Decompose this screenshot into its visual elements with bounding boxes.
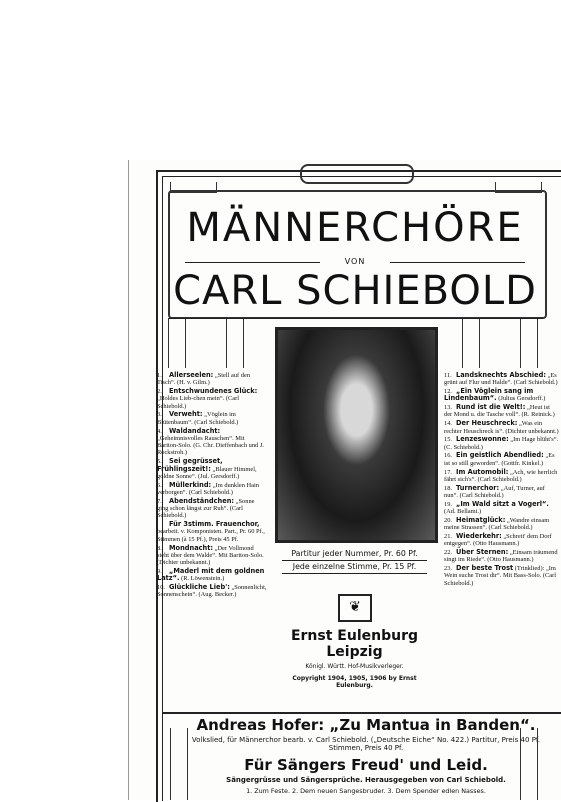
song-title: Allerseelen: <box>169 371 214 379</box>
song-item <box>157 458 267 480</box>
song-item <box>444 565 559 587</box>
advert-desc-2: Sängergrüsse und Sängersprüche. Herausgegeben von Carl Schiebold. <box>226 776 506 784</box>
song-description: „Holdes Lieb-chen mein“. (Carl Schiebold.) <box>157 395 239 410</box>
song-description: „Einsam träumend singt im Riede“. (Otto Hausmann.) <box>444 549 558 564</box>
song-title: „Im Wald sitzt a Vogerl“. <box>456 499 549 508</box>
song-item <box>444 420 559 435</box>
bottom-pillar-right <box>520 728 538 800</box>
pillar-ornament-right <box>520 318 538 368</box>
song-item <box>444 469 559 484</box>
advert-title-2: Für Sängers Freud' und Leid. <box>244 756 488 774</box>
publisher-city: Leipzig <box>326 644 383 660</box>
song-description: bearbeit. v. Komponisten. Part., Pr. 60 Pf., Stimmen (à 15 Pf.), Preis 45 Pf. <box>157 528 265 543</box>
song-number: 7. <box>157 497 162 505</box>
song-description: „Sonnenlicht, Sonnenschein“. (Aug. Becker.) <box>157 584 267 599</box>
von-label: VON <box>344 257 366 266</box>
song-description: „Es grünt auf Flur und Halde“. (Carl Schiebold.) <box>444 372 558 387</box>
song-title: Im Automobil: <box>456 467 509 476</box>
song-item <box>444 549 559 564</box>
song-description: (Julius Gersdorff.) <box>496 395 546 403</box>
song-number: 17. <box>444 468 452 476</box>
song-title: Turnerchor: <box>456 483 500 492</box>
song-title: Rund ist die Welt!: <box>456 403 526 412</box>
price-part: Jede einzelne Stimme, Pr. 15 Pf. <box>282 561 427 574</box>
song-number: 20. <box>444 516 452 524</box>
song-title: Verweht: <box>169 410 203 419</box>
song-title: „Ein Vöglein sang im Lindenbaum“. <box>444 387 534 403</box>
song-item <box>157 568 267 583</box>
song-number: 16. <box>444 452 452 460</box>
publisher-block <box>282 628 427 689</box>
song-title: Wiederkehr: <box>456 531 502 540</box>
song-title: Der Heuschreck: <box>456 419 518 428</box>
song-item <box>157 411 267 426</box>
song-title: „Maderl mit dem goldnen Latz“. <box>157 566 265 583</box>
song-description: „Im Hage blüht's“. (C. Schiebold.) <box>444 436 559 451</box>
song-item <box>444 388 559 403</box>
publisher-logo-icon: ❦ <box>338 594 372 622</box>
song-number: 19. <box>444 500 452 508</box>
song-title: Landsknechts Abschied: <box>456 371 546 379</box>
song-number: 13. <box>444 404 452 412</box>
song-number: 15. <box>444 436 452 444</box>
song-title: Entschwundenes Glück: <box>169 387 258 396</box>
price-score: Partitur jeder Nummer, Pr. 60 Pf. <box>282 548 427 561</box>
copyright-notice: Copyright 1904, 1905, 1906 by Ernst Eulenburg. <box>292 675 417 689</box>
song-item <box>444 517 559 532</box>
advert-title-1: Andreas Hofer: „Zu Mantua in Banden“. <box>196 716 536 734</box>
pillar-ornament-mid-left <box>226 318 244 368</box>
song-item <box>444 404 559 419</box>
song-description: „Was ein rechter Heuschreck is“. (Dichter unbekannt.) <box>444 420 559 435</box>
song-item <box>444 452 559 467</box>
song-title: Der beste Trost <box>456 564 514 573</box>
composer-portrait <box>275 327 438 543</box>
song-title: Sei gegrüsset, Frühlingszeit!: <box>157 457 223 473</box>
song-item <box>157 388 267 410</box>
song-number: 21. <box>444 532 452 540</box>
song-description: „Es ist so still geworden“. (Gottfr. Kinkel.) <box>444 452 555 467</box>
pillar-ornament-left <box>168 318 186 368</box>
advert-desc-1: Volkslied, für Männerchor bearb. v. Carl Schiebold. („Deutsche Eiche“ No. 422.) Partitur, Preis 40 Pf. Stimmen, Preis 40 Pf. <box>191 736 541 752</box>
pillar-ornament-mid-right <box>462 318 480 368</box>
song-item <box>157 584 267 599</box>
advert-contents: 1. Zum Feste. 2. Dem neuen Sangesbruder. 3. Dem Spender edlen Nasses. <box>246 787 486 795</box>
song-item <box>444 485 559 500</box>
song-description: „Sonne ging schon längst zur Ruh“. (Carl Schiebold.) <box>157 497 255 520</box>
song-description: „Ach, wie herrlich fährt sich's“. (Carl Schiebold.) <box>444 468 558 483</box>
song-item <box>157 545 267 567</box>
song-description: (Ad. Bellami.) <box>444 508 482 516</box>
song-title: Abendständchen: <box>169 496 235 505</box>
song-item <box>444 533 559 548</box>
song-number: 1. <box>157 372 162 379</box>
song-description: „Im dunklen Hain verborgen“. (Carl Schiebold.) <box>157 481 259 496</box>
price-box <box>282 548 427 574</box>
song-item <box>157 482 267 497</box>
song-description: „Geheimnisvolles Rauschen“. Mit Bariton-Solo. (G. Chr. Dieffenbach und J. Rockstroh.) <box>157 434 264 457</box>
title-box <box>168 190 547 319</box>
publisher-name: Ernst Eulenburg <box>290 628 419 644</box>
song-description: „Heut ist der Mond u. die Tasche voll“. (R. Reinick.) <box>444 404 555 419</box>
song-number: 4. <box>157 427 162 435</box>
song-description: (R. Löwenstein.) <box>179 575 225 583</box>
song-title: Mondnacht: <box>169 543 214 552</box>
composer-name: CARL SCHIEBOLD <box>173 268 537 314</box>
page-title: MÄNNERCHÖRE <box>186 205 524 251</box>
top-ornament <box>300 164 414 184</box>
publisher-title: Königl. Württ. Hof-Musikverleger. <box>305 663 404 670</box>
song-title: Heimatglück: <box>456 515 506 524</box>
song-number: 10. <box>157 584 165 592</box>
song-number: 14. <box>444 420 452 428</box>
song-description: „Schreit' dem Dorf entgegen“. (Otto Hausmann.) <box>444 532 552 548</box>
song-item <box>157 372 267 387</box>
song-description: „Stell auf den Tisch“. (H. v. Gilm.) <box>157 372 251 387</box>
song-list-right <box>444 372 559 589</box>
song-title: Waldandacht: <box>169 426 221 435</box>
song-description: „Blauer Himmel, goldne Sonne“. (Jul. Gersdorff.) <box>157 465 257 480</box>
song-number: 3. <box>157 411 162 419</box>
song-item <box>157 428 267 457</box>
song-title: Über Sternen: <box>456 548 509 557</box>
song-description: „Auf, Turner, auf nun“. (Carl Schiebold.) <box>444 484 545 499</box>
song-description: „Wandre einsam meine Strassen“. (Carl Schiebold.) <box>444 516 550 532</box>
song-description: (Trinklied): „Im Wein suche Trost dir“. Mit Bass-Solo. (Carl Schiebold.) <box>444 565 557 587</box>
song-number: 6. <box>157 481 162 489</box>
song-number: 9. <box>157 567 162 575</box>
bottom-pillar-left <box>170 728 188 800</box>
song-list-left <box>157 372 267 600</box>
song-title: Für 3stimm. Frauenchor, <box>169 520 260 529</box>
song-number: 23. <box>444 565 452 573</box>
song-title: Glückliche Lieb': <box>169 583 230 592</box>
bottom-advert <box>190 716 542 795</box>
song-title: Müllerkind: <box>169 480 212 489</box>
song-item <box>444 501 559 516</box>
song-title: Lenzeswonne: <box>456 435 509 444</box>
song-item <box>157 521 267 543</box>
song-description: „Vöglein im Blütenbaum“. (Carl Schiebold.) <box>157 411 239 426</box>
song-item <box>444 436 559 451</box>
song-number: 22. <box>444 549 452 557</box>
song-number: 5. <box>157 458 162 466</box>
song-number: 12. <box>444 388 452 396</box>
song-number: 2. <box>157 388 162 396</box>
song-item <box>157 498 267 520</box>
song-description: „Der Vollmond steht über dem Walde“. Mit Bariton-Solo. (Dichter unbekannt.) <box>157 544 264 567</box>
song-number: 8. <box>157 544 162 552</box>
song-title: Ein geistlich Abendlied: <box>456 451 544 460</box>
song-item <box>444 372 559 387</box>
song-number: 18. <box>444 484 452 492</box>
song-number: 11. <box>444 372 452 379</box>
ornament-rule <box>168 318 543 319</box>
bottom-rule <box>162 712 561 714</box>
